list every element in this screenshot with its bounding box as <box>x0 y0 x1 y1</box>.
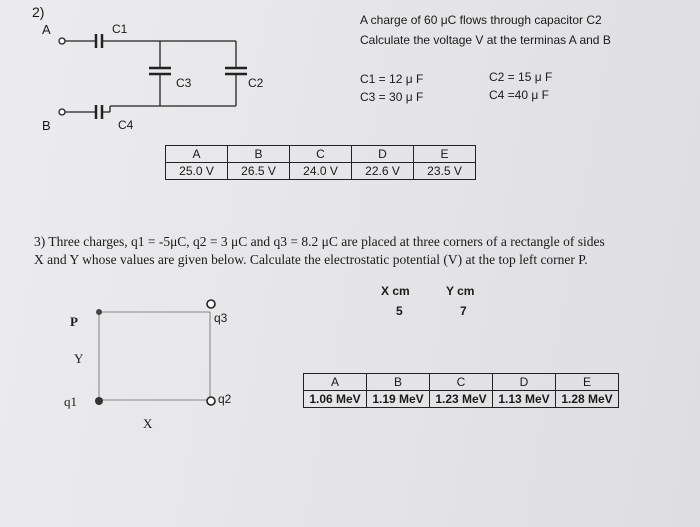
charge-q2-label: q2 <box>218 392 232 406</box>
charge-q1-label: q1 <box>64 394 77 409</box>
c2-label: C2 <box>248 76 264 90</box>
c3-value: C3 = 30 μ F <box>360 90 424 104</box>
y-cm-value: 7 <box>460 304 467 318</box>
answer-choice-e: 23.5 V <box>414 163 476 180</box>
corner-p-label: P <box>70 314 78 329</box>
answer-choice-c: 1.23 MeV <box>430 391 493 408</box>
answer-choice-d: 1.13 MeV <box>493 391 556 408</box>
answer-choice-b: 26.5 V <box>228 163 290 180</box>
c2-value: C2 = 15 μ F <box>489 70 553 84</box>
terminal-b-label: B <box>42 118 51 133</box>
problem-3-text-line-2: X and Y whose values are given below. Calculate the electrostatic potential (V) at the top left corner P. <box>34 252 588 267</box>
problem-2-number: 2) <box>32 4 45 20</box>
y-cm-header: Y cm <box>446 284 475 298</box>
c4-label: C4 <box>118 118 134 132</box>
answer-header: E <box>414 146 476 163</box>
answer-header: C <box>430 374 493 391</box>
answer-header: A <box>166 146 228 163</box>
answer-header: E <box>556 374 619 391</box>
answer-choice-b: 1.19 MeV <box>367 391 430 408</box>
c1-label: C1 <box>112 22 128 36</box>
answer-header: A <box>304 374 367 391</box>
problem-2-question-line-2: Calculate the voltage V at the terminas A and B <box>360 33 611 47</box>
c1-value: C1 = 12 μ F <box>360 72 424 86</box>
answer-header: B <box>367 374 430 391</box>
c3-label: C3 <box>176 76 192 90</box>
answer-header: B <box>228 146 290 163</box>
answer-choice-d: 22.6 V <box>352 163 414 180</box>
answer-header: D <box>493 374 556 391</box>
x-cm-header: X cm <box>381 284 410 298</box>
terminal-a-label: A <box>42 22 51 37</box>
side-y-label: Y <box>74 351 84 366</box>
answer-choice-c: 24.0 V <box>290 163 352 180</box>
answer-choice-e: 1.28 MeV <box>556 391 619 408</box>
x-cm-value: 5 <box>396 304 403 318</box>
side-x-label: X <box>143 416 153 431</box>
problem-3-text-line-1: 3) Three charges, q1 = -5μC, q2 = 3 μC and q3 = 8.2 μC are placed at three corners of a rectangle of sides <box>34 234 605 249</box>
problem-3-answer-table <box>303 373 619 408</box>
problem-2-question-line-1: A charge of 60 μC flows through capacitor C2 <box>360 13 602 27</box>
answer-header: D <box>352 146 414 163</box>
c4-value: C4 =40 μ F <box>489 88 549 102</box>
answer-header: C <box>290 146 352 163</box>
answer-choice-a: 25.0 V <box>166 163 228 180</box>
charge-q3-label: q3 <box>214 311 228 325</box>
answer-choice-a: 1.06 MeV <box>304 391 367 408</box>
